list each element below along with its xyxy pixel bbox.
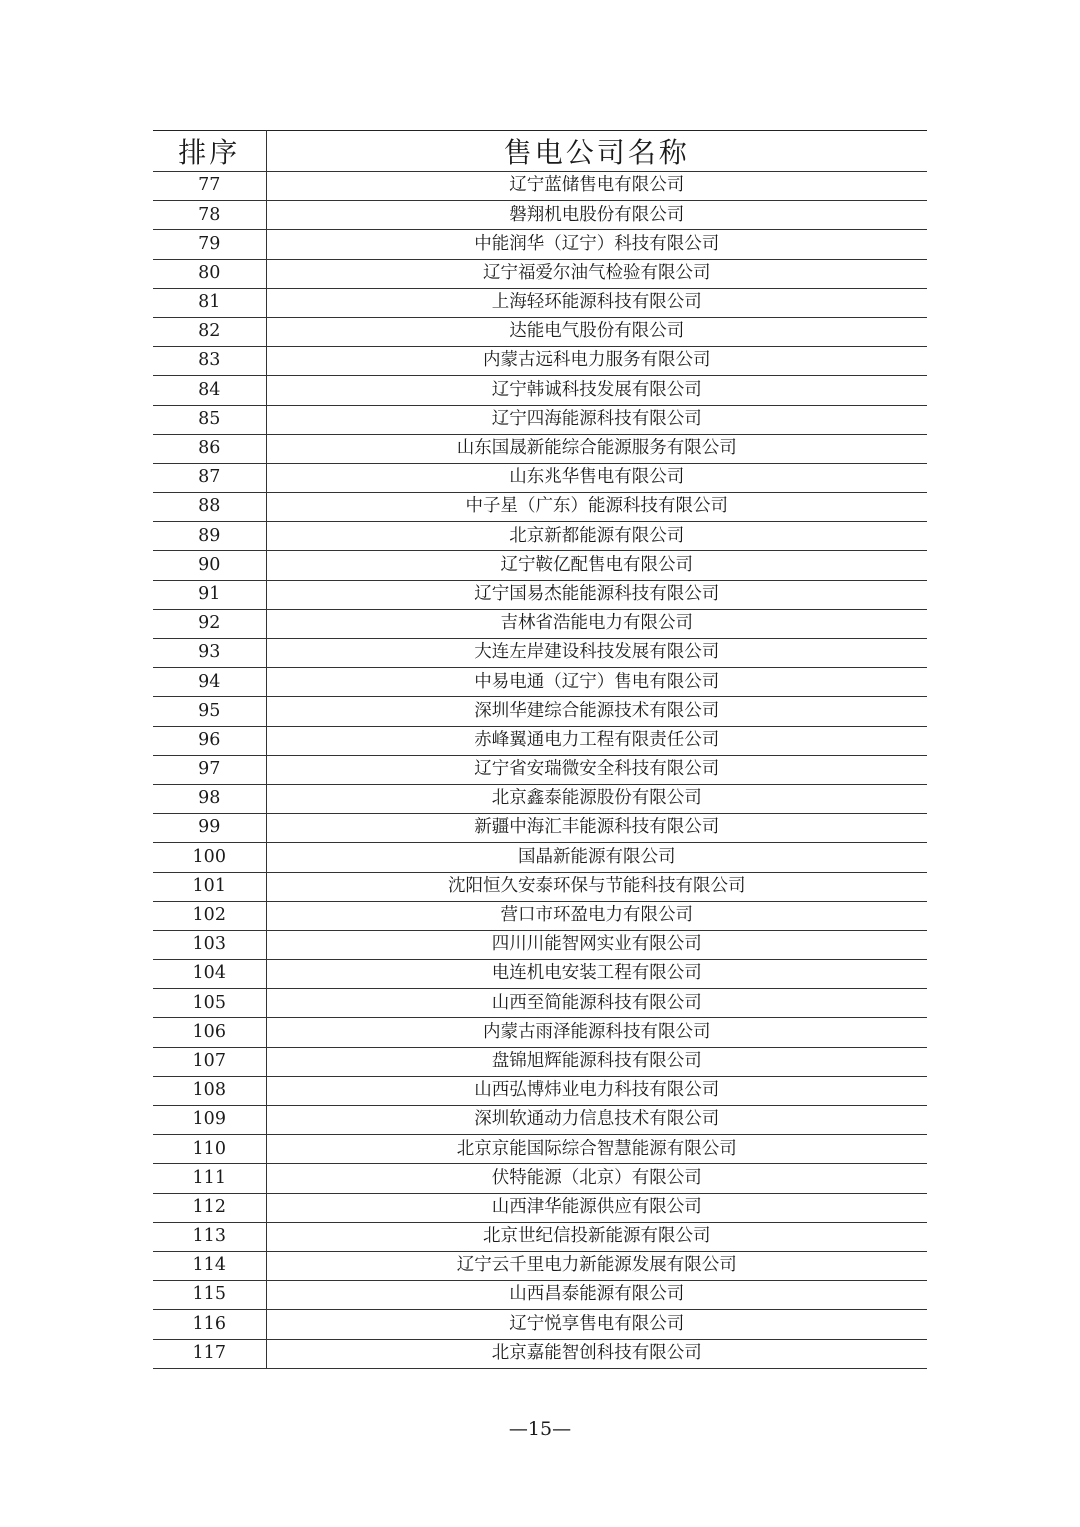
- rank-cell: 80: [153, 259, 266, 288]
- table-row: [153, 172, 927, 201]
- rank-cell: 110: [153, 1135, 266, 1164]
- company-name-cell: 盘锦旭辉能源科技有限公司: [266, 1047, 927, 1076]
- rank-cell: 102: [153, 901, 266, 930]
- company-name-cell: 大连左岸建设科技发展有限公司: [266, 639, 927, 668]
- table-row: [153, 580, 927, 609]
- rank-cell: 117: [153, 1339, 266, 1368]
- company-name-cell: 伏特能源（北京）有限公司: [266, 1164, 927, 1193]
- table-row: [153, 609, 927, 638]
- table-row: [153, 901, 927, 930]
- table-row: [153, 668, 927, 697]
- rank-cell: 97: [153, 755, 266, 784]
- company-name-cell: 北京嘉能智创科技有限公司: [266, 1339, 927, 1368]
- company-name-cell: 山西昌泰能源有限公司: [266, 1281, 927, 1310]
- rank-cell: 86: [153, 434, 266, 463]
- company-name-cell: 内蒙古雨泽能源科技有限公司: [266, 1018, 927, 1047]
- rank-cell: 93: [153, 639, 266, 668]
- rank-cell: 113: [153, 1222, 266, 1251]
- table-row: [153, 843, 927, 872]
- rank-cell: 101: [153, 872, 266, 901]
- company-name-cell: 中子星（广东）能源科技有限公司: [266, 493, 927, 522]
- table-row: [153, 755, 927, 784]
- rank-cell: 81: [153, 288, 266, 317]
- rank-cell: 79: [153, 230, 266, 259]
- company-name-cell: 辽宁韩诚科技发展有限公司: [266, 376, 927, 405]
- company-name-cell: 中能润华（辽宁）科技有限公司: [266, 230, 927, 259]
- table-row: [153, 522, 927, 551]
- company-name-cell: 辽宁鞍亿配售电有限公司: [266, 551, 927, 580]
- rank-cell: 84: [153, 376, 266, 405]
- company-name-cell: 北京鑫泰能源股份有限公司: [266, 784, 927, 813]
- rank-cell: 98: [153, 784, 266, 813]
- company-name-cell: 营口市环盈电力有限公司: [266, 901, 927, 930]
- rank-cell: 92: [153, 609, 266, 638]
- company-name-cell: 北京京能国际综合智慧能源有限公司: [266, 1135, 927, 1164]
- header-row: [153, 131, 927, 172]
- rank-cell: 82: [153, 317, 266, 346]
- company-name-cell: 吉林省浩能电力有限公司: [266, 609, 927, 638]
- company-name-cell: 中易电通（辽宁）售电有限公司: [266, 668, 927, 697]
- table-header: [153, 131, 927, 172]
- table-row: [153, 434, 927, 463]
- rank-cell: 94: [153, 668, 266, 697]
- company-name-cell: 四川川能智网实业有限公司: [266, 930, 927, 959]
- rank-cell: 105: [153, 989, 266, 1018]
- company-name-cell: 辽宁云千里电力新能源发展有限公司: [266, 1251, 927, 1280]
- company-name-cell: 北京世纪信投新能源有限公司: [266, 1222, 927, 1251]
- table-row: [153, 1251, 927, 1280]
- table-row: [153, 463, 927, 492]
- rank-cell: 100: [153, 843, 266, 872]
- rank-cell: 104: [153, 960, 266, 989]
- company-name-cell: 山西津华能源供应有限公司: [266, 1193, 927, 1222]
- rank-cell: 109: [153, 1106, 266, 1135]
- rank-cell: 91: [153, 580, 266, 609]
- company-name-cell: 辽宁省安瑞微安全科技有限公司: [266, 755, 927, 784]
- rank-cell: 77: [153, 172, 266, 201]
- table-row: [153, 288, 927, 317]
- rank-cell: 103: [153, 930, 266, 959]
- rank-cell: 115: [153, 1281, 266, 1310]
- table-row: [153, 872, 927, 901]
- page-number: —15—: [508, 1418, 572, 1440]
- table-row: [153, 989, 927, 1018]
- rank-cell: 88: [153, 493, 266, 522]
- company-column-header: 售电公司名称: [266, 131, 927, 172]
- company-name-cell: 磐翔机电股份有限公司: [266, 201, 927, 230]
- rank-cell: 112: [153, 1193, 266, 1222]
- company-name-cell: 深圳华建综合能源技术有限公司: [266, 697, 927, 726]
- rank-cell: 114: [153, 1251, 266, 1280]
- table-row: [153, 551, 927, 580]
- rank-cell: 106: [153, 1018, 266, 1047]
- rank-cell: 87: [153, 463, 266, 492]
- table-body: [153, 172, 927, 1369]
- table-row: [153, 259, 927, 288]
- table-row: [153, 1164, 927, 1193]
- table-row: [153, 1018, 927, 1047]
- table-row: [153, 814, 927, 843]
- rank-cell: 90: [153, 551, 266, 580]
- table-row: [153, 347, 927, 376]
- company-name-cell: 山西弘博炜业电力科技有限公司: [266, 1076, 927, 1105]
- table-row: [153, 1310, 927, 1339]
- rank-cell: 96: [153, 726, 266, 755]
- table-row: [153, 639, 927, 668]
- rank-cell: 95: [153, 697, 266, 726]
- rank-cell: 89: [153, 522, 266, 551]
- rank-cell: 85: [153, 405, 266, 434]
- table-row: [153, 726, 927, 755]
- company-name-cell: 山东兆华售电有限公司: [266, 463, 927, 492]
- rank-cell: 107: [153, 1047, 266, 1076]
- rank-cell: 99: [153, 814, 266, 843]
- company-name-cell: 内蒙古远科电力服务有限公司: [266, 347, 927, 376]
- table-row: [153, 1106, 927, 1135]
- rank-column-header: 排序: [153, 131, 266, 172]
- table-row: [153, 1222, 927, 1251]
- company-name-cell: 赤峰翼通电力工程有限责任公司: [266, 726, 927, 755]
- company-ranking-table: [153, 130, 927, 1369]
- table-row: [153, 784, 927, 813]
- table-row: [153, 1193, 927, 1222]
- company-name-cell: 深圳软通动力信息技术有限公司: [266, 1106, 927, 1135]
- company-name-cell: 国晶新能源有限公司: [266, 843, 927, 872]
- rank-cell: 108: [153, 1076, 266, 1105]
- company-name-cell: 北京新都能源有限公司: [266, 522, 927, 551]
- table-row: [153, 376, 927, 405]
- company-name-cell: 新疆中海汇丰能源科技有限公司: [266, 814, 927, 843]
- table-row: [153, 960, 927, 989]
- company-name-cell: 沈阳恒久安泰环保与节能科技有限公司: [266, 872, 927, 901]
- table-row: [153, 493, 927, 522]
- rank-cell: 116: [153, 1310, 266, 1339]
- table-row: [153, 1339, 927, 1368]
- company-name-cell: 辽宁悦享售电有限公司: [266, 1310, 927, 1339]
- company-name-cell: 山东国晟新能综合能源服务有限公司: [266, 434, 927, 463]
- company-name-cell: 辽宁蓝储售电有限公司: [266, 172, 927, 201]
- company-name-cell: 上海轻环能源科技有限公司: [266, 288, 927, 317]
- table-row: [153, 1076, 927, 1105]
- table-row: [153, 1135, 927, 1164]
- table-row: [153, 1281, 927, 1310]
- table-row: [153, 1047, 927, 1076]
- table-row: [153, 930, 927, 959]
- company-name-cell: 辽宁国易杰能能源科技有限公司: [266, 580, 927, 609]
- table-row: [153, 230, 927, 259]
- rank-cell: 78: [153, 201, 266, 230]
- table-row: [153, 317, 927, 346]
- table-row: [153, 405, 927, 434]
- rank-cell: 111: [153, 1164, 266, 1193]
- company-name-cell: 达能电气股份有限公司: [266, 317, 927, 346]
- company-name-cell: 辽宁福爱尔油气检验有限公司: [266, 259, 927, 288]
- table-row: [153, 697, 927, 726]
- table-row: [153, 201, 927, 230]
- company-name-cell: 辽宁四海能源科技有限公司: [266, 405, 927, 434]
- company-name-cell: 电连机电安装工程有限公司: [266, 960, 927, 989]
- rank-cell: 83: [153, 347, 266, 376]
- company-name-cell: 山西至简能源科技有限公司: [266, 989, 927, 1018]
